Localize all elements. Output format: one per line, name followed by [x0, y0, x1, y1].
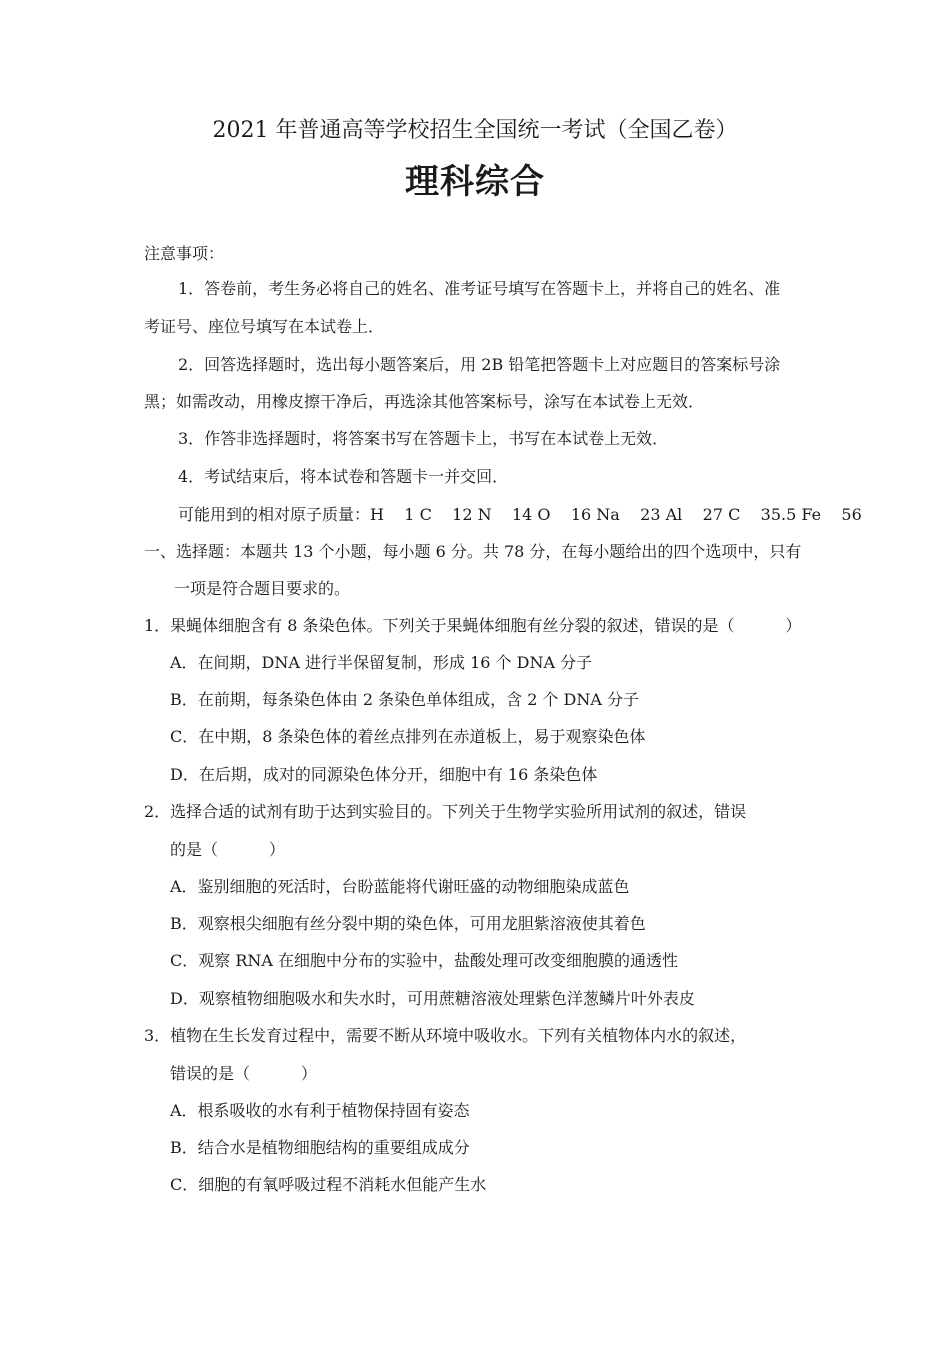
question-1-option-d: D．在后期，成对的同源染色体分开，细胞中有 16 条染色体 — [170, 765, 598, 784]
question-2-option-c: C．观察 RNA 在细胞中分布的实验中，盐酸处理可改变细胞膜的通透性 — [170, 951, 679, 970]
question-3-stem-line-2: 错误的是（ ） — [170, 1064, 317, 1083]
notice-item-2-line-2: 黑；如需改动，用橡皮擦干净后，再选涂其他答案标号，涂写在本试卷上无效． — [144, 392, 705, 411]
question-2-option-a: A．鉴别细胞的死活时，台盼蓝能将代谢旺盛的动物细胞染成蓝色 — [170, 877, 630, 896]
question-2-stem-line-1: 2．选择合适的试剂有助于达到实验目的。下列关于生物学实验所用试剂的叙述，错误 — [144, 802, 747, 821]
section-heading-line-2: 一项是符合题目要求的。 — [174, 579, 351, 598]
notice-item-2-line-1: 2．回答选择题时，选出每小题答案后，用 2B 铅笔把答题卡上对应题目的答案标号涂 — [178, 355, 781, 374]
exam-subject: 理科综合 — [405, 162, 545, 202]
question-1-option-a: A．在间期，DNA 进行半保留复制，形成 16 个 DNA 分子 — [170, 653, 593, 672]
question-3-option-c: C．细胞的有氧呼吸过程不消耗水但能产生水 — [170, 1175, 487, 1194]
atomic-mass-line: 可能用到的相对原子质量：H 1 C 12 N 14 O 16 Na 23 Al 27 C 35.5 Fe 56 — [178, 505, 862, 524]
question-3-stem-line-1: 3．植物在生长发育过程中，需要不断从环境中吸收水。下列有关植物体内水的叙述， — [144, 1026, 747, 1045]
question-3-option-b: B．结合水是植物细胞结构的重要组成成分 — [170, 1138, 470, 1157]
exam-title: 2021 年普通高等学校招生全国统一考试（全国乙卷） — [212, 118, 738, 143]
question-1-option-b: B．在前期，每条染色体由 2 条染色单体组成，含 2 个 DNA 分子 — [170, 690, 640, 709]
notice-item-1-line-1: 1．答卷前，考生务必将自己的姓名、准考证号填写在答题卡上，并将自己的姓名、准 — [178, 279, 781, 298]
question-2-option-d: D．观察植物细胞吸水和失水时，可用蔗糖溶液处理紫色洋葱鳞片叶外表皮 — [170, 989, 695, 1008]
question-2-option-b: B．观察根尖细胞有丝分裂中期的染色体，可用龙胆紫溶液使其着色 — [170, 914, 646, 933]
question-3-option-a: A．根系吸收的水有利于植物保持固有姿态 — [170, 1101, 470, 1120]
question-1-option-c: C．在中期，8 条染色体的着丝点排列在赤道板上，易于观察染色体 — [170, 727, 646, 746]
question-2-stem-line-2: 的是（ ） — [170, 840, 285, 859]
question-1-stem: 1．果蝇体细胞含有 8 条染色体。下列关于果蝇体细胞有丝分裂的叙述，错误的是（ ） — [144, 616, 802, 635]
notice-item-3: 3．作答非选择题时，将答案书写在答题卡上，书写在本试卷上无效． — [178, 429, 669, 448]
notice-heading: 注意事项： — [144, 244, 225, 263]
notice-item-4: 4．考试结束后，将本试卷和答题卡一并交回． — [178, 467, 509, 486]
notice-item-1-line-2: 考证号、座位号填写在本试卷上． — [144, 317, 385, 336]
section-heading-line-1: 一、选择题：本题共 13 个小题，每小题 6 分。共 78 分，在每小题给出的四个选项中，只有 — [144, 542, 802, 561]
